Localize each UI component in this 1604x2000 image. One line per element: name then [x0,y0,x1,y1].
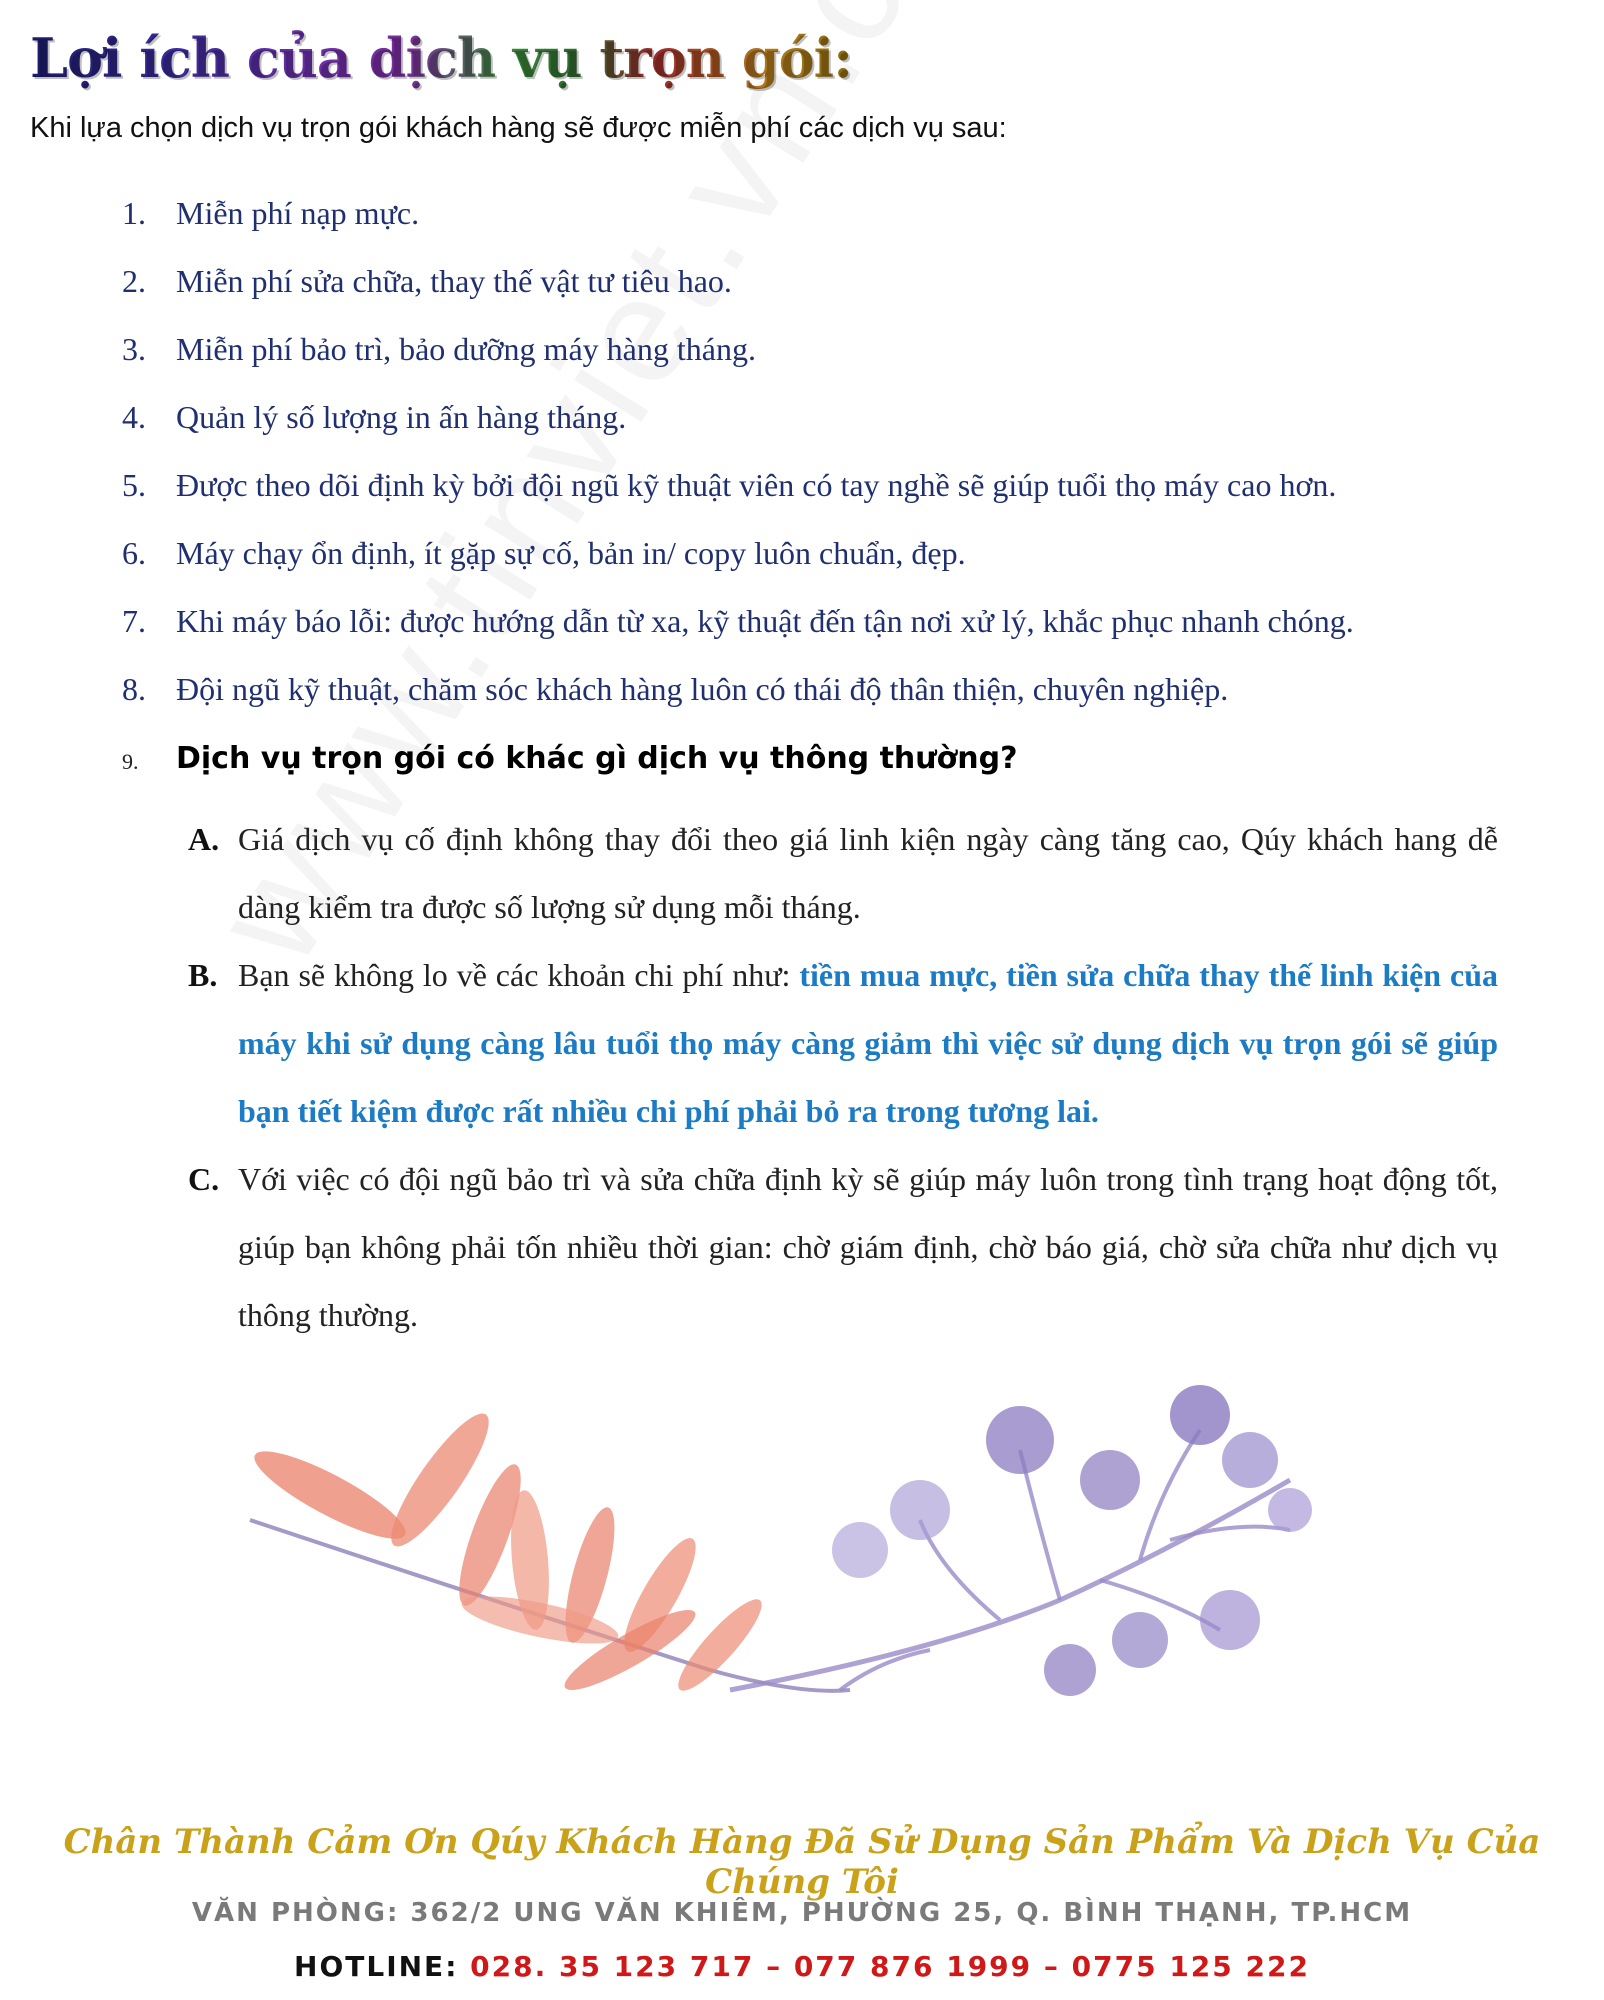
answer-body [238,941,1498,1145]
item-text: Miễn phí bảo trì, bảo dưỡng máy hàng tháng. [176,331,756,367]
thank-you-text: Chân Thành Cảm Ơn Qúy Khách Hàng Đã Sử Dụng Sản Phẩm Và Dịch Vụ Của Chúng Tôi [63,1822,1541,1902]
hotline-label: HOTLINE: [294,1950,459,1983]
item-text: Miễn phí nạp mực. [176,195,420,231]
list-item [122,535,1542,603]
item-number: 1. [122,195,146,231]
list-item [122,671,1542,739]
item-number: 8. [122,671,146,707]
list-item [122,263,1542,331]
hotline [0,1950,1604,1983]
item-text: Miễn phí sửa chữa, thay thế vật tư tiêu hao. [176,263,732,299]
answer-letter: C. [188,1161,220,1197]
answers-list [188,805,1498,1349]
item-number: 9. [122,749,139,774]
list-item [122,603,1542,671]
item-number: 4. [122,399,146,435]
answer-b [188,941,1498,1145]
office-address: VĂN PHÒNG: 362/2 UNG VĂN KHIÊM, PHƯỜNG 25, Q. BÌNH THẠNH, TP.HCM [191,1898,1413,1928]
benefits-list [122,195,1542,805]
answer-letter: B. [188,957,218,993]
leaf-branch-icon [246,1403,850,1701]
question-text: Dịch vụ trọn gói có khác gì dịch vụ thông thường? [176,741,1018,776]
list-item [122,195,1542,263]
list-item [122,399,1542,467]
hotline-numbers: 028. 35 123 717 – 077 876 1999 – 0775 125 222 [470,1950,1310,1983]
item-text: Đội ngũ kỹ thuật, chăm sóc khách hàng luôn có thái độ thân thiện, chuyên nghiệp. [176,671,1229,707]
item-text: Máy chạy ổn định, ít gặp sự cố, bản in/ copy luôn chuẩn, đẹp. [176,535,966,571]
list-item [122,331,1542,399]
question-heading [122,741,1542,805]
answer-text: Bạn sẽ không lo về các khoản chi phí như: [238,957,800,993]
answer-c [188,1145,1498,1349]
item-number: 2. [122,263,146,299]
answer-text: Với việc có đội ngũ bảo trì và sửa chữa định kỳ sẽ giúp máy luôn trong tình trạng hoạt động tốt, giúp bạn không phải tốn nhiều thời gian: chờ giám định, chờ báo giá, chờ sửa chữa như dịch vụ thông thường. [238,1161,1498,1333]
floral-decoration [240,1370,1340,1710]
list-item [122,467,1542,535]
item-text: Được theo dõi định kỳ bởi đội ngũ kỹ thuật viên có tay nghề sẽ giúp tuổi thọ máy cao hơn. [176,467,1337,503]
item-text: Quản lý số lượng in ấn hàng tháng. [176,399,627,435]
item-text: Khi máy báo lỗi: được hướng dẫn từ xa, kỹ thuật đến tận nơi xử lý, khắc phục nhanh chóng. [176,603,1354,639]
intro-text: Khi lựa chọn dịch vụ trọn gói khách hàng sẽ được miễn phí các dịch vụ sau: [30,112,1007,144]
item-number: 5. [122,467,146,503]
answer-emphasis: tiền mua mực, tiền sửa chữa thay thế linh kiện của máy khi sử dụng càng lâu tuổi thọ máy càng giảm thì việc sử dụng dịch vụ trọn gói sẽ giúp bạn tiết kiệm được rất nhiều chi phí phải bỏ ra trong tương lai. [238,957,1499,1129]
page-title: Lợi ích của dịch vụ trọn gói: [30,26,853,90]
item-number: 7. [122,603,146,639]
answer-a [188,805,1498,941]
item-number: 6. [122,535,146,571]
answer-text: Giá dịch vụ cố định không thay đổi theo giá linh kiện ngày càng tăng cao, Qúy khách hang dễ dàng kiểm tra được số lượng sử dụng mỗi tháng. [238,821,1498,925]
item-number: 3. [122,331,146,367]
answer-letter: A. [188,821,220,857]
berry-branch-icon [730,1385,1312,1696]
